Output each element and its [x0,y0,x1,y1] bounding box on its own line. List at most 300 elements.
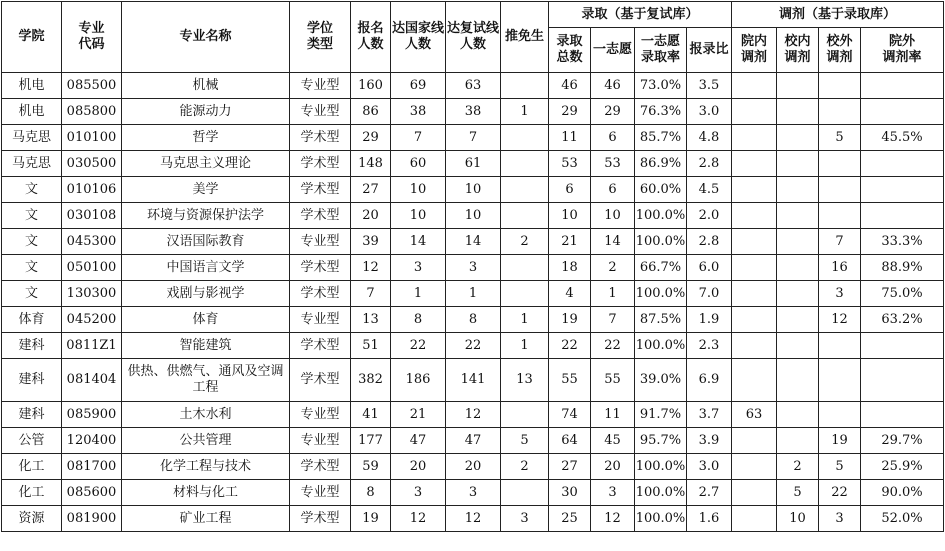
cell-major: 体育 [122,307,290,333]
cell-recommended [501,177,549,203]
cell-national-line: 14 [391,229,446,255]
cell-first-choice-rate: 76.3% [635,99,687,125]
cell-recommended [501,73,549,99]
cell-within-school [777,402,819,428]
cell-retest-line: 141 [446,359,501,402]
cell-within-school [777,255,819,281]
cell-outside-school: 19 [819,428,861,454]
cell-first-choice-rate: 100.0% [635,333,687,359]
cell-admit-total: 46 [549,73,591,99]
cell-applicants: 59 [351,454,391,480]
table-row [2,428,944,454]
cell-code: 130300 [62,281,122,307]
cell-outside-rate: 63.2% [861,307,944,333]
cell-applicants: 39 [351,229,391,255]
cell-first-choice-rate: 100.0% [635,454,687,480]
cell-applicants: 51 [351,333,391,359]
cell-college: 机电 [2,73,62,99]
cell-within-college [732,307,777,333]
cell-major: 美学 [122,177,290,203]
cell-retest-line: 3 [446,255,501,281]
cell-ratio: 3.5 [687,73,732,99]
cell-code: 085800 [62,99,122,125]
cell-major: 智能建筑 [122,333,290,359]
cell-major: 材料与化工 [122,480,290,506]
cell-college: 建科 [2,359,62,402]
cell-ratio: 1.6 [687,506,732,532]
cell-degree: 学术型 [290,203,351,229]
header-admit-total: 录取 总数 [549,28,591,73]
cell-admit-total: 64 [549,428,591,454]
cell-outside-rate: 88.9% [861,255,944,281]
cell-national-line: 3 [391,255,446,281]
cell-first-choice: 55 [591,359,635,402]
cell-recommended [501,480,549,506]
cell-degree: 专业型 [290,307,351,333]
cell-outside-school: 3 [819,506,861,532]
cell-within-college [732,333,777,359]
cell-applicants: 382 [351,359,391,402]
cell-ratio: 3.0 [687,454,732,480]
cell-national-line: 38 [391,99,446,125]
cell-within-college [732,480,777,506]
cell-major: 能源动力 [122,99,290,125]
header-outside-rate: 院外 调剂率 [861,28,944,73]
cell-first-choice-rate: 86.9% [635,151,687,177]
table-row [2,125,944,151]
cell-recommended [501,255,549,281]
cell-admit-total: 19 [549,307,591,333]
cell-outside-rate [861,359,944,402]
cell-within-school [777,99,819,125]
cell-retest-line: 38 [446,99,501,125]
cell-within-school: 2 [777,454,819,480]
cell-first-choice-rate: 100.0% [635,480,687,506]
cell-ratio: 6.9 [687,359,732,402]
table-row [2,229,944,255]
cell-outside-school: 16 [819,255,861,281]
cell-outside-rate: 25.9% [861,454,944,480]
cell-major: 公共管理 [122,428,290,454]
cell-outside-school: 12 [819,307,861,333]
cell-college: 建科 [2,333,62,359]
header-transfer-group: 调剂（基于录取库） [732,2,944,28]
cell-first-choice: 2 [591,255,635,281]
cell-admit-total: 55 [549,359,591,402]
cell-admit-total: 74 [549,402,591,428]
cell-national-line: 3 [391,480,446,506]
cell-ratio: 2.8 [687,229,732,255]
cell-college: 文 [2,203,62,229]
cell-outside-rate [861,177,944,203]
table-row [2,454,944,480]
cell-within-school [777,151,819,177]
cell-admit-total: 4 [549,281,591,307]
cell-first-choice: 46 [591,73,635,99]
cell-recommended: 1 [501,307,549,333]
cell-national-line: 8 [391,307,446,333]
cell-first-choice: 53 [591,151,635,177]
cell-applicants: 86 [351,99,391,125]
cell-admit-total: 21 [549,229,591,255]
cell-major: 戏剧与影视学 [122,281,290,307]
cell-first-choice: 1 [591,281,635,307]
cell-degree: 专业型 [290,428,351,454]
cell-retest-line: 1 [446,281,501,307]
cell-code: 081404 [62,359,122,402]
cell-major: 汉语国际教育 [122,229,290,255]
cell-code: 081900 [62,506,122,532]
cell-recommended: 1 [501,333,549,359]
header-retest-line: 达复试线 人数 [446,2,501,73]
cell-admit-total: 18 [549,255,591,281]
cell-outside-school [819,402,861,428]
header-admission-group: 录取（基于复试库） [549,2,732,28]
cell-college: 化工 [2,454,62,480]
cell-first-choice: 3 [591,480,635,506]
cell-outside-rate: 75.0% [861,281,944,307]
cell-college: 机电 [2,99,62,125]
cell-college: 马克思 [2,151,62,177]
cell-major: 化学工程与技术 [122,454,290,480]
cell-first-choice-rate: 73.0% [635,73,687,99]
table-row [2,203,944,229]
cell-outside-rate: 52.0% [861,506,944,532]
cell-outside-school [819,177,861,203]
cell-recommended: 3 [501,506,549,532]
cell-degree: 专业型 [290,229,351,255]
cell-degree: 学术型 [290,281,351,307]
cell-admit-total: 25 [549,506,591,532]
cell-code: 010100 [62,125,122,151]
cell-recommended [501,402,549,428]
cell-code: 085600 [62,480,122,506]
cell-within-college [732,281,777,307]
cell-ratio: 1.9 [687,307,732,333]
cell-within-school [777,281,819,307]
cell-ratio: 4.5 [687,177,732,203]
cell-applicants: 7 [351,281,391,307]
cell-college: 马克思 [2,125,62,151]
cell-within-college [732,73,777,99]
cell-ratio: 2.8 [687,151,732,177]
cell-within-school: 10 [777,506,819,532]
table-row [2,73,944,99]
cell-applicants: 29 [351,125,391,151]
cell-recommended [501,281,549,307]
cell-within-school [777,177,819,203]
cell-retest-line: 22 [446,333,501,359]
cell-degree: 学术型 [290,177,351,203]
cell-applicants: 27 [351,177,391,203]
cell-national-line: 60 [391,151,446,177]
cell-within-school [777,359,819,402]
cell-within-school [777,125,819,151]
cell-ratio: 7.0 [687,281,732,307]
header-degree: 学位 类型 [290,2,351,73]
cell-first-choice-rate: 91.7% [635,402,687,428]
cell-outside-school: 5 [819,125,861,151]
cell-within-school [777,428,819,454]
table-row [2,177,944,203]
cell-national-line: 12 [391,506,446,532]
cell-admit-total: 10 [549,203,591,229]
cell-retest-line: 20 [446,454,501,480]
table-row [2,151,944,177]
cell-outside-rate: 90.0% [861,480,944,506]
cell-degree: 专业型 [290,73,351,99]
cell-admit-total: 6 [549,177,591,203]
cell-major: 机械 [122,73,290,99]
cell-ratio: 2.7 [687,480,732,506]
cell-recommended: 1 [501,99,549,125]
cell-retest-line: 3 [446,480,501,506]
cell-first-choice-rate: 100.0% [635,506,687,532]
cell-admit-total: 27 [549,454,591,480]
cell-degree: 专业型 [290,99,351,125]
cell-national-line: 186 [391,359,446,402]
cell-first-choice: 22 [591,333,635,359]
cell-degree: 学术型 [290,454,351,480]
cell-college: 化工 [2,480,62,506]
cell-major: 哲学 [122,125,290,151]
cell-degree: 专业型 [290,402,351,428]
cell-college: 体育 [2,307,62,333]
cell-college: 资源 [2,506,62,532]
table-row [2,255,944,281]
cell-retest-line: 12 [446,402,501,428]
cell-degree: 学术型 [290,125,351,151]
cell-first-choice-rate: 100.0% [635,203,687,229]
cell-ratio: 3.7 [687,402,732,428]
cell-college: 文 [2,281,62,307]
cell-recommended: 2 [501,454,549,480]
cell-admit-total: 11 [549,125,591,151]
cell-major: 矿业工程 [122,506,290,532]
cell-degree: 学术型 [290,255,351,281]
cell-outside-rate [861,402,944,428]
cell-college: 文 [2,229,62,255]
cell-national-line: 20 [391,454,446,480]
cell-first-choice-rate: 66.7% [635,255,687,281]
cell-within-school [777,203,819,229]
cell-outside-rate [861,333,944,359]
cell-code: 030108 [62,203,122,229]
cell-within-college [732,125,777,151]
cell-within-college [732,151,777,177]
cell-within-college [732,177,777,203]
cell-outside-school [819,73,861,99]
cell-retest-line: 63 [446,73,501,99]
cell-within-school [777,307,819,333]
table-row [2,307,944,333]
table-row [2,333,944,359]
table-row [2,402,944,428]
header-applicants: 报名 人数 [351,2,391,73]
cell-applicants: 13 [351,307,391,333]
cell-first-choice-rate: 87.5% [635,307,687,333]
header-first-choice-rate: 一志愿 录取率 [635,28,687,73]
cell-retest-line: 10 [446,203,501,229]
cell-outside-school [819,333,861,359]
cell-within-school [777,229,819,255]
cell-college: 文 [2,255,62,281]
cell-applicants: 8 [351,480,391,506]
cell-degree: 学术型 [290,333,351,359]
cell-retest-line: 7 [446,125,501,151]
cell-applicants: 20 [351,203,391,229]
cell-retest-line: 8 [446,307,501,333]
cell-major: 中国语言文学 [122,255,290,281]
cell-first-choice: 45 [591,428,635,454]
cell-code: 085500 [62,73,122,99]
table-body [2,73,944,532]
cell-national-line: 21 [391,402,446,428]
cell-national-line: 10 [391,177,446,203]
cell-within-school [777,333,819,359]
cell-recommended: 2 [501,229,549,255]
cell-code: 010106 [62,177,122,203]
cell-national-line: 69 [391,73,446,99]
cell-national-line: 22 [391,333,446,359]
cell-code: 081700 [62,454,122,480]
admission-statistics-table [1,1,944,532]
cell-first-choice-rate: 100.0% [635,229,687,255]
cell-retest-line: 61 [446,151,501,177]
cell-outside-school: 7 [819,229,861,255]
cell-major: 供热、供燃气、通风及空调工程 [122,359,290,402]
header-outside-school: 校外 调剂 [819,28,861,73]
table-row [2,480,944,506]
header-first-choice: 一志愿 [591,28,635,73]
cell-first-choice-rate: 60.0% [635,177,687,203]
cell-outside-rate [861,203,944,229]
cell-applicants: 177 [351,428,391,454]
cell-degree: 学术型 [290,359,351,402]
cell-within-college [732,229,777,255]
cell-first-choice: 10 [591,203,635,229]
cell-code: 0811Z1 [62,333,122,359]
cell-first-choice: 11 [591,402,635,428]
cell-admit-total: 30 [549,480,591,506]
cell-recommended [501,125,549,151]
cell-outside-school [819,151,861,177]
cell-ratio: 4.8 [687,125,732,151]
cell-outside-rate: 45.5% [861,125,944,151]
cell-ratio: 6.0 [687,255,732,281]
cell-national-line: 7 [391,125,446,151]
cell-applicants: 148 [351,151,391,177]
cell-recommended [501,151,549,177]
cell-first-choice: 12 [591,506,635,532]
cell-national-line: 10 [391,203,446,229]
cell-within-college [732,255,777,281]
cell-retest-line: 14 [446,229,501,255]
cell-first-choice: 7 [591,307,635,333]
cell-national-line: 1 [391,281,446,307]
cell-first-choice: 29 [591,99,635,125]
header-within-school: 校内 调剂 [777,28,819,73]
cell-within-college [732,99,777,125]
table-row [2,359,944,402]
cell-major: 马克思主义理论 [122,151,290,177]
cell-first-choice: 14 [591,229,635,255]
cell-college: 文 [2,177,62,203]
cell-degree: 专业型 [290,480,351,506]
cell-outside-rate [861,151,944,177]
cell-within-college [732,428,777,454]
cell-first-choice-rate: 85.7% [635,125,687,151]
cell-within-college [732,454,777,480]
cell-admit-total: 22 [549,333,591,359]
cell-first-choice-rate: 95.7% [635,428,687,454]
cell-outside-rate: 33.3% [861,229,944,255]
cell-first-choice-rate: 100.0% [635,281,687,307]
cell-first-choice: 6 [591,125,635,151]
cell-code: 045300 [62,229,122,255]
cell-major: 土木水利 [122,402,290,428]
cell-outside-school: 5 [819,454,861,480]
cell-code: 045200 [62,307,122,333]
header-code: 专业 代码 [62,2,122,73]
header-college: 学院 [2,2,62,73]
cell-ratio: 3.0 [687,99,732,125]
cell-major: 环境与资源保护法学 [122,203,290,229]
cell-outside-school: 3 [819,281,861,307]
cell-college: 建科 [2,402,62,428]
cell-retest-line: 47 [446,428,501,454]
table-row [2,506,944,532]
cell-within-college [732,203,777,229]
cell-within-college [732,359,777,402]
cell-college: 公管 [2,428,62,454]
cell-ratio: 2.3 [687,333,732,359]
cell-outside-rate [861,73,944,99]
cell-ratio: 3.9 [687,428,732,454]
cell-admit-total: 29 [549,99,591,125]
cell-code: 050100 [62,255,122,281]
cell-applicants: 19 [351,506,391,532]
cell-outside-school [819,359,861,402]
header-major: 专业名称 [122,2,290,73]
cell-code: 120400 [62,428,122,454]
cell-recommended: 5 [501,428,549,454]
cell-first-choice: 6 [591,177,635,203]
cell-first-choice: 20 [591,454,635,480]
cell-national-line: 47 [391,428,446,454]
table-row [2,281,944,307]
cell-ratio: 2.0 [687,203,732,229]
cell-within-college: 63 [732,402,777,428]
header-ratio: 报录比 [687,28,732,73]
cell-admit-total: 53 [549,151,591,177]
cell-degree: 学术型 [290,151,351,177]
cell-applicants: 41 [351,402,391,428]
cell-within-college [732,506,777,532]
header-recommended: 推免生 [501,2,549,73]
cell-applicants: 12 [351,255,391,281]
cell-code: 085900 [62,402,122,428]
cell-retest-line: 10 [446,177,501,203]
cell-recommended: 13 [501,359,549,402]
header-within-college: 院内 调剂 [732,28,777,73]
cell-outside-rate [861,99,944,125]
cell-within-school: 5 [777,480,819,506]
cell-retest-line: 12 [446,506,501,532]
cell-outside-school [819,99,861,125]
cell-outside-school: 22 [819,480,861,506]
table-row [2,99,944,125]
